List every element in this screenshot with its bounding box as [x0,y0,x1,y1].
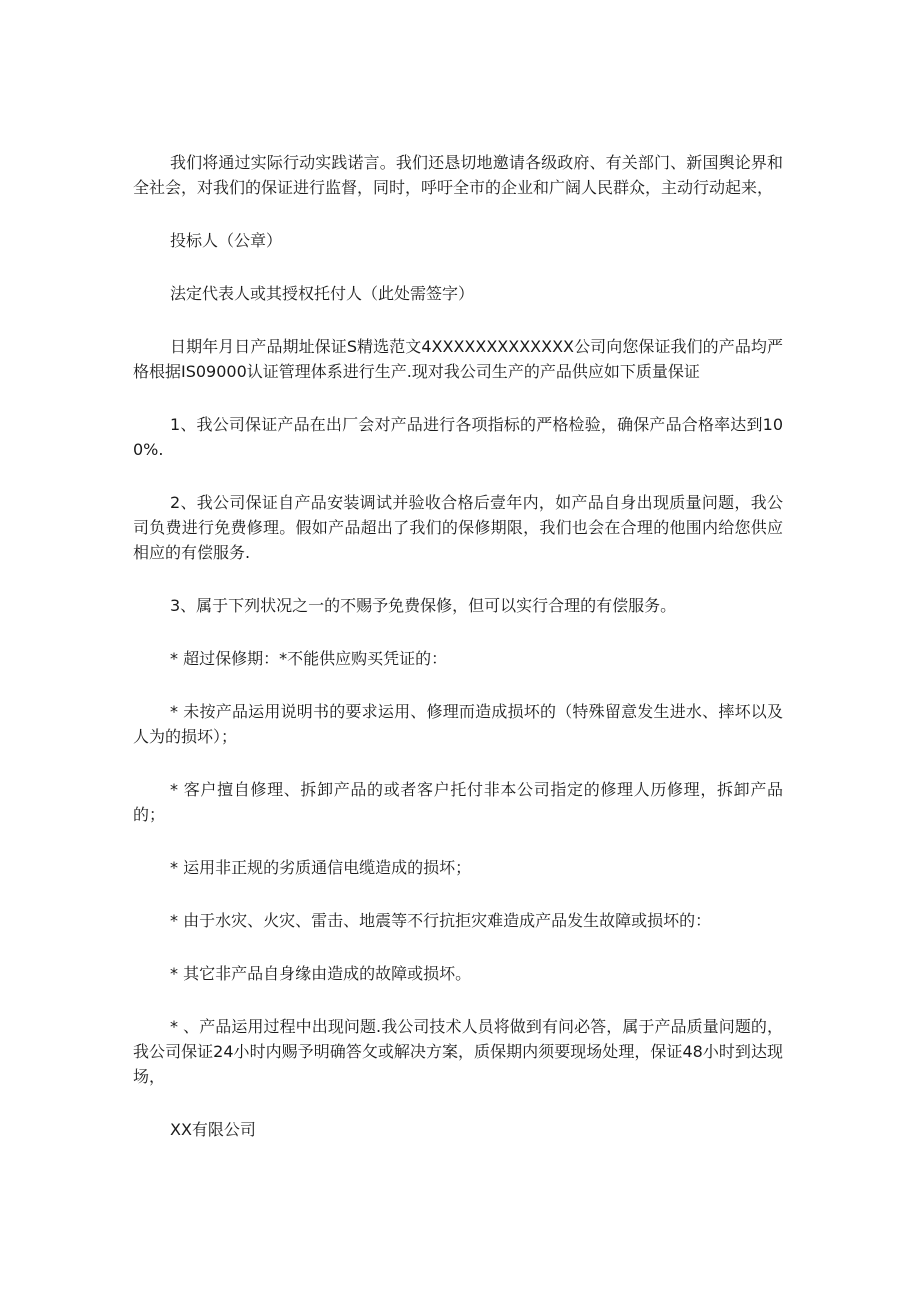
paragraph-item-2: 2、我公司保证自产品安装调试并验收合格后壹年内，如产品自身出现质量问题，我公司负费进行免费修理。假如产品超出了我们的保修期限，我们也会在合理的他围内给您供应相应的有偿服务. [133,493,783,562]
bullet-item: * 超过保修期：*不能供应购买凭证的： [170,649,448,668]
paragraph-item-3: 3、属于下列状况之一的不赐予免费保修，但可以实行合理的有偿服务。 [170,596,677,615]
document-body [133,150,783,1170]
bullet-item: * 、产品运用过程中出现问题.我公司技术人员将做到有问必答，属于产品质量问题的，我公司保证24小时内赐予明确答攵或解决方案，质保期内须要现场处理，保证48小时到达现场， [133,1017,783,1086]
bullet-item: * 由于水灾、火灾、雷击、地震等不行抗拒灾难造成产品发生故障或损坏的： [170,911,712,930]
bullet-item: * 运用非正规的劣质通信电缆造成的损坏； [170,858,472,877]
paragraph-bidder-seal: 投标人（公章） [170,231,283,250]
paragraph-item-1: 1、我公司保证产品在出厂会对产品进行各项指标的严格检验，确保产品合格率达到100%. [133,415,783,459]
company-signature: XX有限公司 [170,1120,256,1139]
paragraph-commitment: 我们将通过实际行动实践诺言。我们还恳切地邀请各级政府、有关部门、新国舆论界和全社会，对我们的保证进行监督，同时，呼吁全市的企业和广阔人民群众，主动行动起来， [133,153,783,197]
paragraph-legal-representative: 法定代表人或其授权托付人（此处需签字） [170,284,475,303]
bullet-item: * 未按产品运用说明书的要求运用、修理而造成损坏的（特殊留意发生进水、摔坏以及人为的损坏）； [133,702,783,746]
paragraph-quality-guarantee-intro: 日期年月日产品期址保证S精选范文4XXXXXXXXXXXXX公司向您保证我们的产品均严格根据IS09000认证管理体系进行生产.现对我公司生产的产品供应如下质量保证 [133,337,783,381]
bullet-item: * 客户擅自修理、拆卸产品的或者客户托付非本公司指定的修理人历修理，拆卸产品的； [133,780,783,824]
bullet-item: * 其它非产品自身缘由造成的故障或损坏。 [170,964,472,983]
